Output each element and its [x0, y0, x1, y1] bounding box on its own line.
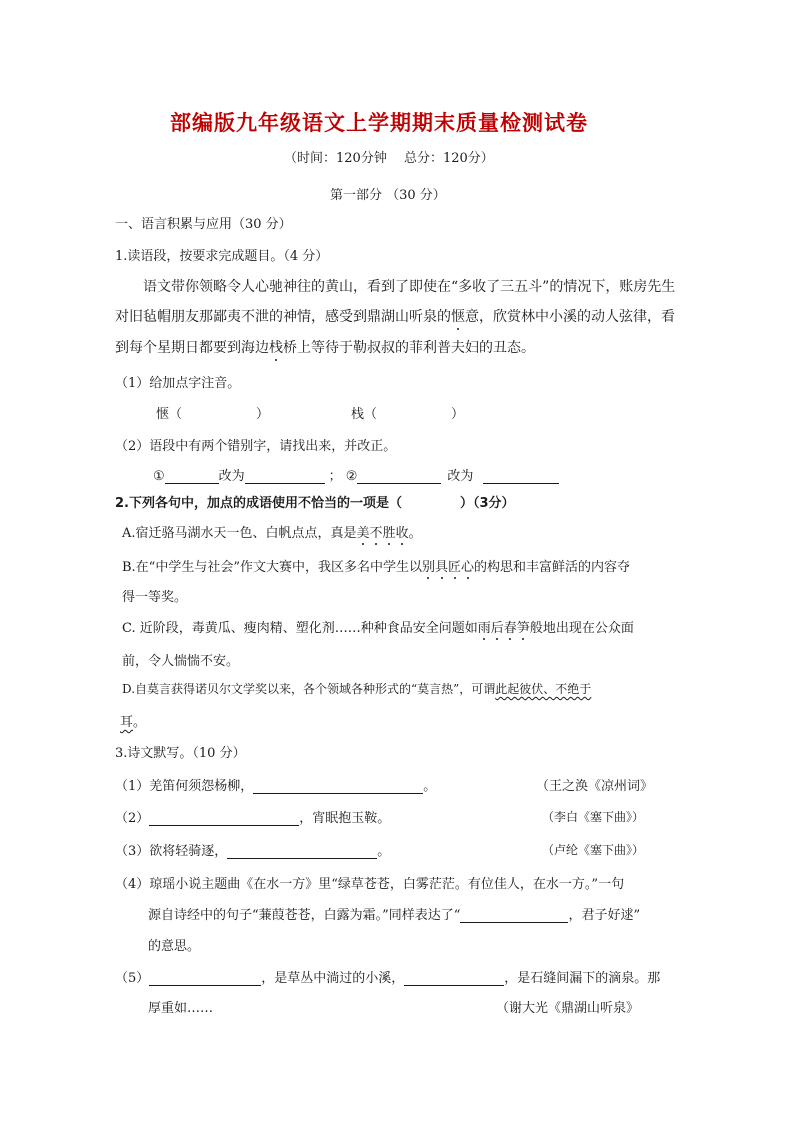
q1-prompt: 1.读语段，按要求完成题目。（4 分）: [115, 249, 329, 264]
q3-blank-5b[interactable]: [404, 971, 504, 986]
correct-char-blank-1[interactable]: [245, 469, 325, 484]
correction-row: ① 改为 ； ② 改为: [153, 465, 559, 484]
correct-char-blank-2[interactable]: [483, 469, 559, 484]
q2-option-d-line2: 耳。: [120, 715, 147, 730]
q1-para-line1: 语文带你领略令人心驰神往的黄山，看到了即使在“多收了三五斗”的情况下，账房先生: [143, 279, 676, 295]
q2-option-b-line1: B.在“中学生与社会”作文大赛中，我区多名中学生以别具匠心的构思和丰富鲜活的内容夺: [122, 556, 630, 575]
q3-item-4-line3: 的意思。: [148, 939, 201, 954]
q3-source-2: （李白《塞下曲》）: [542, 810, 645, 824]
pinyin-char-1: 惬: [156, 407, 170, 422]
q2-option-a: A.宿迁骆马湖水天一色、白帆点点，真是美不胜收。: [122, 522, 422, 541]
part-heading: 第一部分 （30 分）: [330, 188, 446, 203]
q1-para-line3: 到每个星期日都要到海边栈桥上等待于勒叔叔的菲利普夫妇的丑态。: [115, 337, 535, 357]
q2-option-d-line1: D.自莫言获得诺贝尔文学奖以来，各个领域各种形式的“莫言热”，可谓此起彼伏、不绝于: [122, 682, 592, 696]
q3-prompt: 3.诗文默写。（10 分）: [115, 746, 246, 761]
section-heading: 一、语言积累与应用（30 分）: [115, 217, 292, 232]
q3-item-5-line2: 厚重如……: [148, 1001, 214, 1016]
q3-item-4-line1: （4）琼瑶小说主题曲《在水一方》里“绿草苍苍，白雾茫茫。有位佳人，在水一方。”一句: [115, 877, 625, 892]
q3-blank-4[interactable]: [460, 908, 568, 923]
wrong-char-blank-2[interactable]: [357, 469, 441, 484]
q2-option-b-line2: 得一等奖。: [122, 590, 188, 605]
pinyin-item-1: 惬（ ）: [156, 407, 270, 422]
q1-sub1: （1）给加点字注音。: [115, 376, 241, 391]
q2-option-c-line2: 前，令人惴惴不安。: [122, 654, 240, 669]
pinyin-item-2: 栈（ ）: [351, 407, 465, 422]
q3-blank-1[interactable]: [253, 779, 423, 794]
q3-item-3: （3）欲将轻骑逐， 。: [115, 844, 391, 859]
q3-item-4-line2: 源自诗经中的句子“蒹葭苍苍，白露为霜。”同样表达了“ ，君子好逑”: [148, 908, 641, 923]
q2-option-c-line1: C. 近阶段，毒黄瓜、瘦肉精、塑化剂……种种食品安全问题如雨后春笋般地出现在公众面: [122, 617, 634, 636]
q1-para-line2: 对旧毡帽朋友那鄙夷不泄的神情，感受到鼎湖山听泉的惬意，欣赏林中小溪的动人弦律，看: [115, 306, 675, 326]
pinyin-char-2: 栈: [351, 407, 365, 422]
page-title: 部编版九年级语文上学期期末质量检测试卷: [170, 111, 588, 135]
q3-source-5: （谢大光《鼎湖山听泉》: [496, 1001, 640, 1016]
q3-blank-5a[interactable]: [149, 971, 261, 986]
q3-source-1: （王之涣《凉州词》: [536, 779, 654, 794]
q3-item-5-line1: （5） ，是草丛中淌过的小溪， ，是石缝间漏下的滴泉。那: [115, 971, 661, 986]
q3-source-3: （卢纶《塞下曲》）: [542, 843, 645, 857]
q3-blank-2[interactable]: [149, 811, 299, 826]
q2-prompt: 2.下列各句中，加点的成语使用不恰当的一项是（ ）（3分）: [115, 496, 515, 511]
dotted-char-qie: 惬: [451, 306, 465, 326]
q1-sub2: （2）语段中有两个错别字，请找出来，并改正。: [115, 439, 397, 454]
wrong-char-blank-1[interactable]: [165, 469, 219, 484]
q3-item-2: （2） ，宵眠抱玉鞍。: [115, 811, 391, 826]
dotted-char-zhan: 栈: [269, 337, 283, 357]
q3-item-1: （1）羌笛何须怨杨柳， 。: [115, 779, 437, 794]
exam-info: （时间：120分钟 总分：120分）: [284, 151, 494, 166]
q3-blank-3[interactable]: [227, 844, 377, 859]
